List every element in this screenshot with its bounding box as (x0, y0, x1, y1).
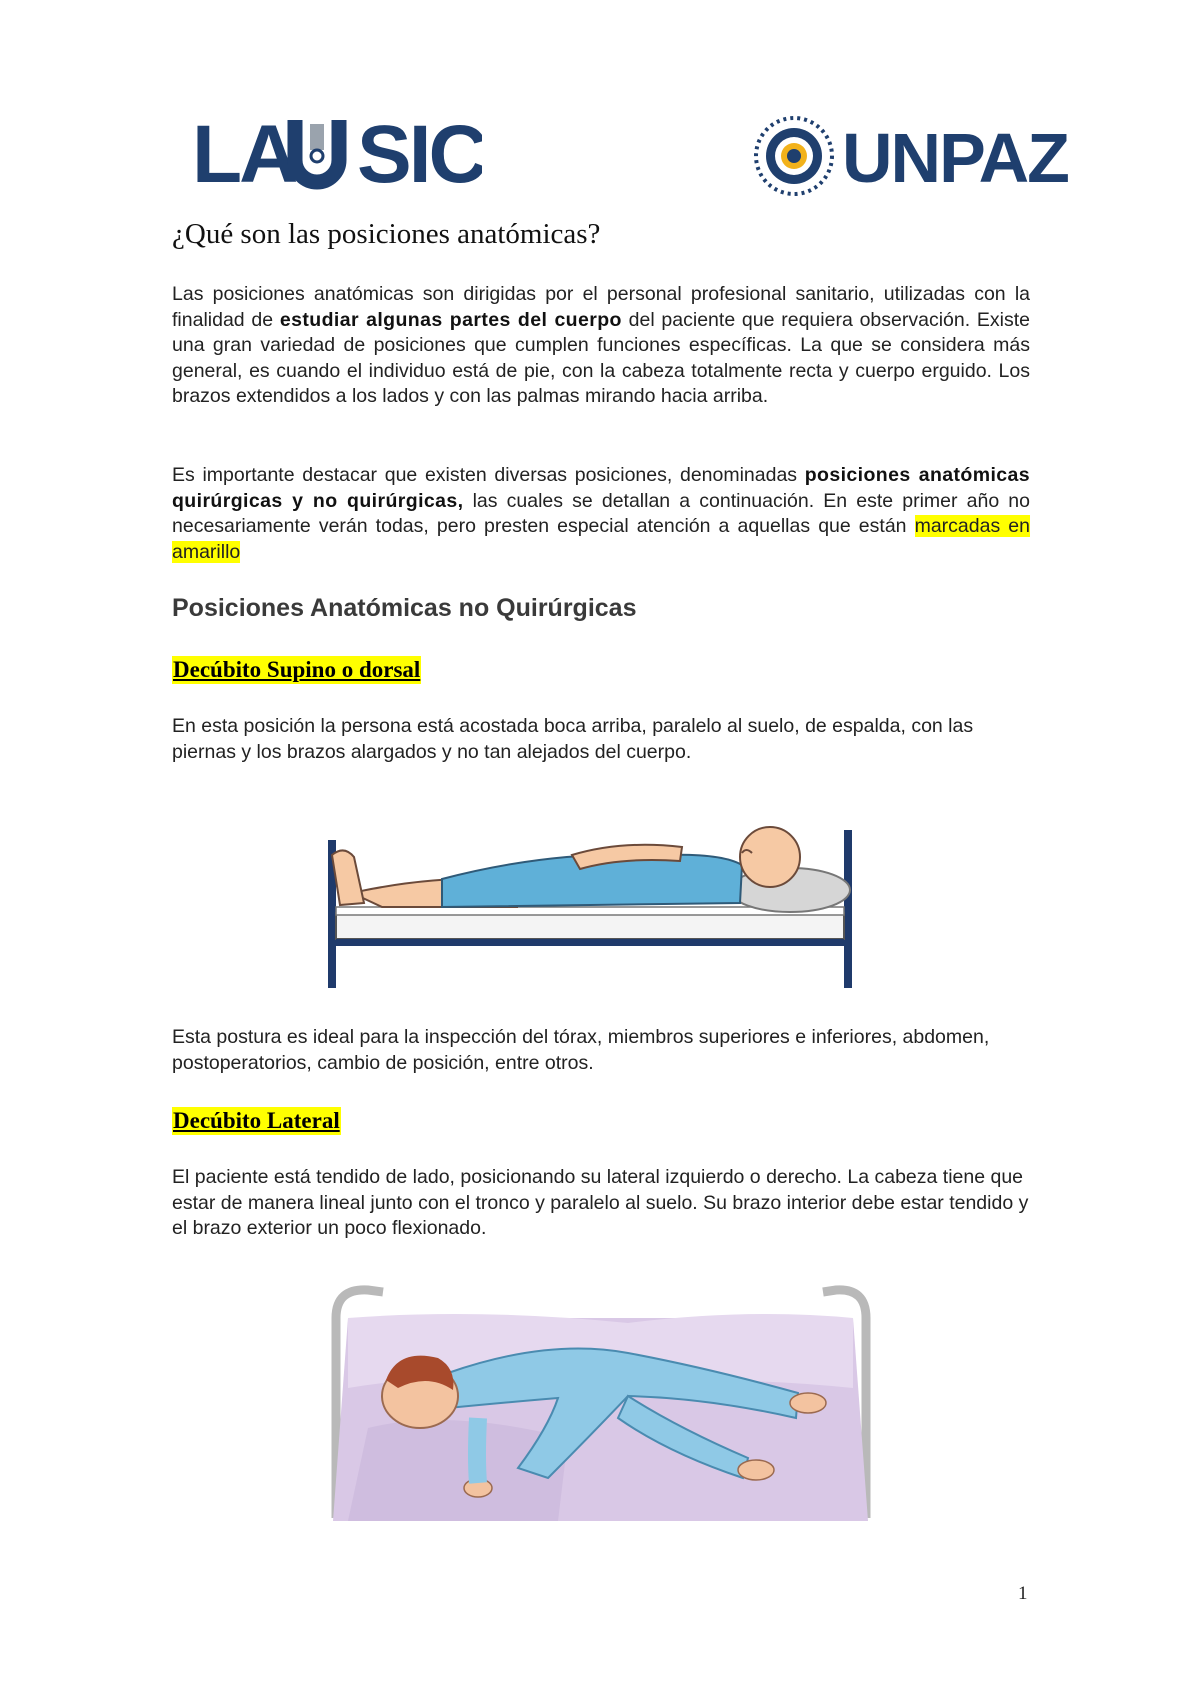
intro-text-1: Las posiciones anatómicas son dirigidas por el personal profesional sanitario, utilizadas con la finalidad de (172, 283, 1030, 331)
svg-text:SIC: SIC (357, 112, 482, 200)
position-title-supine: Decúbito Supino o dorsal (173, 657, 421, 682)
highlighted-text: marcadas en amarillo (172, 515, 1030, 563)
intro-bold-text: estudiar algunas partes del cuerpo (279, 308, 622, 331)
page-title: ¿Qué son las posiciones anatómicas? (172, 218, 601, 250)
unpaz-logo (752, 108, 1092, 212)
note-bold-text: posiciones anatómicas quirúrgicas y no quirúrgicas, (172, 464, 1030, 512)
supine-description: En esta posición la persona está acostada boca arriba, paralelo al suelo, de espalda, con las piernas y los brazos alargados y no tan alejados del cuerpo. (172, 715, 974, 763)
page-number: 1 (1018, 1583, 1028, 1604)
lateral-description: El paciente está tendido de lado, posicionando su lateral izquierdo o derecho. La cabeza tiene que estar de manera lineal junto con el tronco y paralelo al suelo. Su brazo interior debe estar tendido y el brazo exterior un poco flexionado. (172, 1166, 1029, 1240)
lausic-logo (192, 112, 482, 210)
note-paragraph (172, 463, 1030, 565)
note-text-1: Es importante destacar que existen diversas posiciones, denominadas (172, 464, 805, 486)
position-title-lateral: Decúbito Lateral (173, 1108, 340, 1133)
intro-text-2: del paciente que requiera observación. Existe una gran variedad de posiciones que cumplen funciones específicas. La que se considera más general, es cuando el individuo está de pie, con la cabeza totalmente recta y cuerpo erguido. Los brazos extendidos a los lados y con las palmas mirando hacia arriba. (172, 308, 1031, 408)
unpaz-logo-graphic (752, 108, 1092, 212)
lausic-logo-graphic (192, 112, 482, 210)
lateral-drawing (328, 1278, 873, 1521)
lateral-position-illustration (328, 1278, 873, 1521)
supine-drawing (322, 795, 874, 991)
svg-text:LA: LA (192, 112, 296, 200)
section-title: Posiciones Anatómicas no Quirúrgicas (172, 594, 637, 622)
svg-text:UNPAZ: UNPAZ (842, 119, 1068, 197)
supine-usage: Esta postura es ideal para la inspección del tórax, miembros superiores e inferiores, abdomen, postoperatorios, cambio de posición, entre otros. (172, 1026, 990, 1074)
supine-position-illustration (322, 795, 874, 991)
intro-paragraph (172, 282, 1030, 410)
note-text-2: las cuales se detallan a continuación. En este primer año no necesariamente verán todas, pero presten especial atención a aquellas que están (172, 489, 1030, 538)
